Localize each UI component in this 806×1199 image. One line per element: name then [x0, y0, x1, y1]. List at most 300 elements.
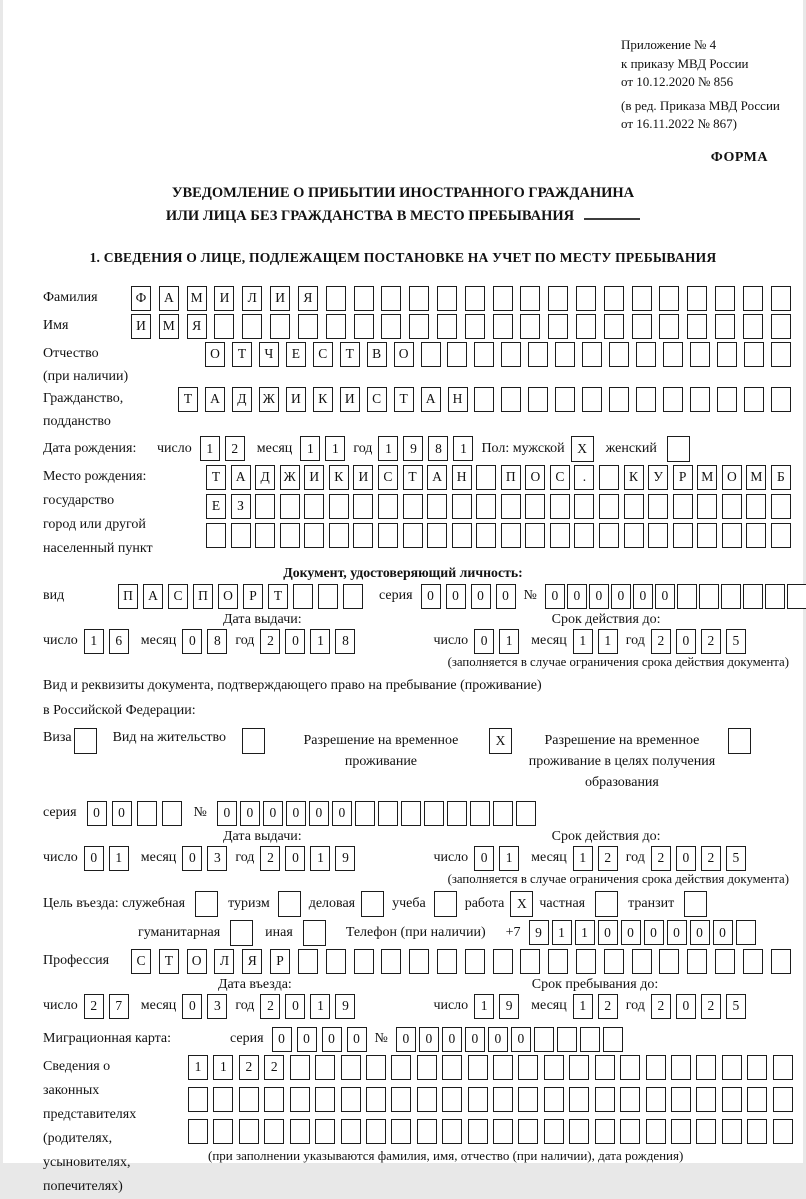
char-cell[interactable]: 0 — [567, 584, 587, 609]
char-cell[interactable]: 9 — [403, 436, 423, 461]
char-cell[interactable] — [417, 1055, 437, 1080]
char-cell[interactable]: 1 — [109, 846, 129, 871]
residence-permit-checkbox[interactable] — [242, 728, 265, 754]
char-cell[interactable]: 1 — [499, 846, 519, 871]
char-cell[interactable] — [528, 342, 548, 367]
char-cell[interactable] — [381, 949, 401, 974]
char-cell[interactable] — [544, 1119, 564, 1144]
char-cell[interactable] — [468, 1087, 488, 1112]
char-cell[interactable]: 1 — [552, 920, 572, 945]
char-cell[interactable]: 0 — [87, 801, 107, 826]
char-cell[interactable]: 9 — [499, 994, 519, 1019]
char-cell[interactable]: И — [214, 286, 234, 311]
char-cell[interactable] — [715, 949, 735, 974]
char-cell[interactable]: 0 — [182, 994, 202, 1019]
char-cell[interactable] — [493, 1119, 513, 1144]
char-cell[interactable] — [290, 1055, 310, 1080]
char-cell[interactable] — [239, 1119, 259, 1144]
char-cell[interactable] — [603, 1027, 623, 1052]
char-cell[interactable] — [391, 1087, 411, 1112]
char-cell[interactable] — [557, 1027, 577, 1052]
char-cell[interactable] — [624, 523, 644, 548]
char-cell[interactable] — [609, 387, 629, 412]
char-cell[interactable] — [493, 801, 513, 826]
char-cell[interactable] — [409, 286, 429, 311]
char-cell[interactable] — [442, 1087, 462, 1112]
char-cell[interactable] — [659, 286, 679, 311]
char-cell[interactable]: 2 — [651, 846, 671, 871]
char-cell[interactable]: Б — [771, 465, 791, 490]
char-cell[interactable] — [736, 920, 756, 945]
char-cell[interactable] — [715, 286, 735, 311]
char-cell[interactable] — [298, 949, 318, 974]
char-cell[interactable]: С — [131, 949, 151, 974]
char-cell[interactable]: 8 — [428, 436, 448, 461]
char-cell[interactable]: К — [329, 465, 349, 490]
char-cell[interactable] — [599, 494, 619, 519]
char-cell[interactable] — [493, 1055, 513, 1080]
char-cell[interactable]: Е — [206, 494, 226, 519]
char-cell[interactable]: Я — [242, 949, 262, 974]
char-cell[interactable]: 0 — [621, 920, 641, 945]
char-cell[interactable]: И — [304, 465, 324, 490]
char-cell[interactable] — [624, 494, 644, 519]
char-cell[interactable] — [722, 1055, 742, 1080]
char-cell[interactable]: Р — [673, 465, 693, 490]
char-cell[interactable]: 0 — [496, 584, 516, 609]
char-cell[interactable]: И — [286, 387, 306, 412]
char-cell[interactable] — [329, 494, 349, 519]
char-cell[interactable]: Т — [178, 387, 198, 412]
char-cell[interactable] — [437, 286, 457, 311]
char-cell[interactable]: Н — [448, 387, 468, 412]
char-cell[interactable] — [341, 1119, 361, 1144]
char-cell[interactable] — [378, 523, 398, 548]
char-cell[interactable] — [595, 1087, 615, 1112]
char-cell[interactable]: Ж — [259, 387, 279, 412]
char-cell[interactable]: 2 — [239, 1055, 259, 1080]
char-cell[interactable]: 1 — [378, 436, 398, 461]
char-cell[interactable] — [620, 1087, 640, 1112]
char-cell[interactable] — [773, 1087, 793, 1112]
char-cell[interactable]: Я — [187, 314, 207, 339]
char-cell[interactable]: 2 — [260, 846, 280, 871]
char-cell[interactable]: 9 — [529, 920, 549, 945]
char-cell[interactable] — [501, 342, 521, 367]
char-cell[interactable] — [544, 1087, 564, 1112]
char-cell[interactable] — [646, 1119, 666, 1144]
char-cell[interactable] — [525, 523, 545, 548]
char-cell[interactable]: 0 — [598, 920, 618, 945]
char-cell[interactable]: С — [550, 465, 570, 490]
char-cell[interactable] — [304, 494, 324, 519]
char-cell[interactable]: 1 — [300, 436, 320, 461]
char-cell[interactable] — [525, 494, 545, 519]
char-cell[interactable] — [599, 523, 619, 548]
char-cell[interactable] — [663, 387, 683, 412]
char-cell[interactable] — [162, 801, 182, 826]
char-cell[interactable] — [421, 342, 441, 367]
char-cell[interactable] — [715, 314, 735, 339]
char-cell[interactable] — [354, 286, 374, 311]
char-cell[interactable]: 7 — [109, 994, 129, 1019]
char-cell[interactable] — [690, 387, 710, 412]
char-cell[interactable] — [671, 1087, 691, 1112]
char-cell[interactable] — [280, 523, 300, 548]
char-cell[interactable] — [391, 1055, 411, 1080]
char-cell[interactable] — [353, 523, 373, 548]
char-cell[interactable] — [548, 286, 568, 311]
char-cell[interactable] — [620, 1055, 640, 1080]
char-cell[interactable]: М — [159, 314, 179, 339]
char-cell[interactable]: 0 — [446, 584, 466, 609]
char-cell[interactable] — [632, 949, 652, 974]
visa-checkbox[interactable] — [74, 728, 97, 754]
char-cell[interactable]: 2 — [651, 994, 671, 1019]
char-cell[interactable] — [452, 523, 472, 548]
char-cell[interactable]: 0 — [419, 1027, 439, 1052]
char-cell[interactable]: 2 — [260, 994, 280, 1019]
char-cell[interactable] — [743, 584, 763, 609]
char-cell[interactable] — [137, 801, 157, 826]
char-cell[interactable] — [290, 1087, 310, 1112]
char-cell[interactable] — [771, 523, 791, 548]
char-cell[interactable] — [646, 1087, 666, 1112]
char-cell[interactable]: 0 — [442, 1027, 462, 1052]
char-cell[interactable]: 0 — [263, 801, 283, 826]
char-cell[interactable]: К — [313, 387, 333, 412]
char-cell[interactable] — [437, 314, 457, 339]
char-cell[interactable] — [632, 286, 652, 311]
char-cell[interactable] — [690, 342, 710, 367]
char-cell[interactable] — [550, 523, 570, 548]
char-cell[interactable]: 0 — [332, 801, 352, 826]
char-cell[interactable] — [659, 949, 679, 974]
char-cell[interactable]: 0 — [611, 584, 631, 609]
char-cell[interactable]: 9 — [335, 994, 355, 1019]
char-cell[interactable] — [476, 465, 496, 490]
char-cell[interactable] — [447, 342, 467, 367]
char-cell[interactable] — [604, 286, 624, 311]
char-cell[interactable] — [696, 1119, 716, 1144]
char-cell[interactable] — [417, 1087, 437, 1112]
char-cell[interactable]: Т — [206, 465, 226, 490]
char-cell[interactable] — [409, 314, 429, 339]
char-cell[interactable] — [354, 949, 374, 974]
char-cell[interactable] — [771, 387, 791, 412]
char-cell[interactable]: 0 — [713, 920, 733, 945]
char-cell[interactable] — [722, 1087, 742, 1112]
char-cell[interactable] — [582, 342, 602, 367]
char-cell[interactable] — [534, 1027, 554, 1052]
char-cell[interactable]: 0 — [272, 1027, 292, 1052]
char-cell[interactable]: Т — [403, 465, 423, 490]
char-cell[interactable] — [576, 949, 596, 974]
char-cell[interactable] — [403, 494, 423, 519]
char-cell[interactable] — [569, 1119, 589, 1144]
char-cell[interactable] — [746, 523, 766, 548]
char-cell[interactable]: 1 — [325, 436, 345, 461]
purpose-work-checkbox[interactable]: X — [510, 891, 533, 917]
char-cell[interactable] — [746, 494, 766, 519]
char-cell[interactable] — [326, 949, 346, 974]
char-cell[interactable] — [270, 314, 290, 339]
char-cell[interactable] — [747, 1119, 767, 1144]
char-cell[interactable] — [569, 1087, 589, 1112]
char-cell[interactable] — [648, 494, 668, 519]
char-cell[interactable]: 1 — [575, 920, 595, 945]
char-cell[interactable]: 2 — [701, 629, 721, 654]
char-cell[interactable]: 1 — [499, 629, 519, 654]
char-cell[interactable]: М — [187, 286, 207, 311]
char-cell[interactable]: И — [270, 286, 290, 311]
char-cell[interactable]: 0 — [112, 801, 132, 826]
purpose-private-checkbox[interactable] — [595, 891, 618, 917]
char-cell[interactable] — [721, 584, 741, 609]
char-cell[interactable] — [648, 523, 668, 548]
char-cell[interactable] — [765, 584, 785, 609]
char-cell[interactable] — [501, 494, 521, 519]
char-cell[interactable] — [213, 1087, 233, 1112]
char-cell[interactable] — [465, 286, 485, 311]
char-cell[interactable] — [255, 494, 275, 519]
char-cell[interactable]: 1 — [573, 994, 593, 1019]
char-cell[interactable] — [574, 523, 594, 548]
char-cell[interactable] — [747, 1055, 767, 1080]
char-cell[interactable]: С — [168, 584, 188, 609]
char-cell[interactable]: 0 — [285, 994, 305, 1019]
char-cell[interactable]: 2 — [264, 1055, 284, 1080]
char-cell[interactable]: 0 — [421, 584, 441, 609]
char-cell[interactable] — [696, 1087, 716, 1112]
char-cell[interactable] — [555, 342, 575, 367]
char-cell[interactable]: Я — [298, 286, 318, 311]
char-cell[interactable]: 0 — [676, 846, 696, 871]
char-cell[interactable]: 0 — [471, 584, 491, 609]
char-cell[interactable] — [470, 801, 490, 826]
char-cell[interactable]: 5 — [726, 629, 746, 654]
char-cell[interactable]: 0 — [322, 1027, 342, 1052]
char-cell[interactable] — [743, 949, 763, 974]
char-cell[interactable] — [214, 314, 234, 339]
char-cell[interactable] — [468, 1055, 488, 1080]
char-cell[interactable]: Ч — [259, 342, 279, 367]
char-cell[interactable]: 0 — [676, 994, 696, 1019]
char-cell[interactable] — [442, 1055, 462, 1080]
char-cell[interactable]: 8 — [207, 629, 227, 654]
char-cell[interactable]: 5 — [726, 846, 746, 871]
char-cell[interactable] — [787, 584, 806, 609]
char-cell[interactable]: 0 — [309, 801, 329, 826]
char-cell[interactable] — [544, 1055, 564, 1080]
char-cell[interactable] — [697, 494, 717, 519]
char-cell[interactable]: 2 — [225, 436, 245, 461]
char-cell[interactable] — [574, 494, 594, 519]
char-cell[interactable] — [409, 949, 429, 974]
char-cell[interactable]: Т — [340, 342, 360, 367]
char-cell[interactable]: 0 — [396, 1027, 416, 1052]
char-cell[interactable] — [493, 286, 513, 311]
char-cell[interactable]: П — [118, 584, 138, 609]
char-cell[interactable] — [548, 949, 568, 974]
char-cell[interactable] — [609, 342, 629, 367]
char-cell[interactable]: Д — [232, 387, 252, 412]
char-cell[interactable]: О — [218, 584, 238, 609]
char-cell[interactable] — [582, 387, 602, 412]
char-cell[interactable]: 0 — [285, 846, 305, 871]
char-cell[interactable]: 0 — [644, 920, 664, 945]
char-cell[interactable]: 0 — [589, 584, 609, 609]
char-cell[interactable]: 9 — [335, 846, 355, 871]
char-cell[interactable]: 0 — [297, 1027, 317, 1052]
char-cell[interactable] — [417, 1119, 437, 1144]
char-cell[interactable]: М — [697, 465, 717, 490]
char-cell[interactable] — [673, 523, 693, 548]
char-cell[interactable]: П — [501, 465, 521, 490]
char-cell[interactable] — [697, 523, 717, 548]
purpose-humanitarian-checkbox[interactable] — [230, 920, 253, 946]
char-cell[interactable] — [620, 1119, 640, 1144]
char-cell[interactable]: 3 — [207, 846, 227, 871]
char-cell[interactable]: Р — [270, 949, 290, 974]
purpose-transit-checkbox[interactable] — [684, 891, 707, 917]
char-cell[interactable] — [520, 949, 540, 974]
char-cell[interactable] — [580, 1027, 600, 1052]
char-cell[interactable]: 0 — [347, 1027, 367, 1052]
char-cell[interactable]: 2 — [84, 994, 104, 1019]
char-cell[interactable]: С — [378, 465, 398, 490]
char-cell[interactable]: 1 — [453, 436, 473, 461]
char-cell[interactable] — [465, 314, 485, 339]
char-cell[interactable] — [293, 584, 313, 609]
char-cell[interactable]: 0 — [465, 1027, 485, 1052]
char-cell[interactable]: 0 — [474, 629, 494, 654]
char-cell[interactable] — [550, 494, 570, 519]
char-cell[interactable]: А — [427, 465, 447, 490]
char-cell[interactable] — [424, 801, 444, 826]
char-cell[interactable] — [717, 342, 737, 367]
char-cell[interactable]: 1 — [200, 436, 220, 461]
char-cell[interactable] — [501, 387, 521, 412]
char-cell[interactable] — [366, 1119, 386, 1144]
char-cell[interactable] — [636, 387, 656, 412]
char-cell[interactable] — [493, 314, 513, 339]
char-cell[interactable] — [378, 801, 398, 826]
char-cell[interactable] — [366, 1087, 386, 1112]
char-cell[interactable] — [569, 1055, 589, 1080]
char-cell[interactable] — [646, 1055, 666, 1080]
char-cell[interactable]: 1 — [474, 994, 494, 1019]
temp-residence-checkbox[interactable]: X — [489, 728, 512, 754]
char-cell[interactable]: У — [648, 465, 668, 490]
char-cell[interactable]: 0 — [511, 1027, 531, 1052]
char-cell[interactable] — [366, 1055, 386, 1080]
char-cell[interactable] — [773, 1055, 793, 1080]
char-cell[interactable] — [595, 1119, 615, 1144]
char-cell[interactable]: 8 — [335, 629, 355, 654]
char-cell[interactable]: 3 — [207, 994, 227, 1019]
char-cell[interactable] — [518, 1119, 538, 1144]
char-cell[interactable] — [516, 801, 536, 826]
char-cell[interactable] — [771, 949, 791, 974]
char-cell[interactable]: С — [367, 387, 387, 412]
char-cell[interactable]: 5 — [726, 994, 746, 1019]
char-cell[interactable] — [329, 523, 349, 548]
char-cell[interactable] — [673, 494, 693, 519]
char-cell[interactable]: 0 — [667, 920, 687, 945]
char-cell[interactable] — [743, 286, 763, 311]
char-cell[interactable] — [447, 801, 467, 826]
char-cell[interactable] — [687, 949, 707, 974]
char-cell[interactable]: 2 — [260, 629, 280, 654]
char-cell[interactable] — [474, 387, 494, 412]
char-cell[interactable] — [604, 949, 624, 974]
char-cell[interactable] — [528, 387, 548, 412]
purpose-other-checkbox[interactable] — [303, 920, 326, 946]
char-cell[interactable]: 0 — [690, 920, 710, 945]
char-cell[interactable] — [442, 1119, 462, 1144]
char-cell[interactable] — [722, 494, 742, 519]
char-cell[interactable]: З — [231, 494, 251, 519]
char-cell[interactable]: О — [205, 342, 225, 367]
char-cell[interactable]: О — [722, 465, 742, 490]
purpose-study-checkbox[interactable] — [434, 891, 457, 917]
char-cell[interactable] — [391, 1119, 411, 1144]
char-cell[interactable] — [771, 314, 791, 339]
char-cell[interactable] — [493, 1087, 513, 1112]
char-cell[interactable] — [671, 1119, 691, 1144]
char-cell[interactable] — [381, 314, 401, 339]
char-cell[interactable] — [744, 387, 764, 412]
char-cell[interactable] — [353, 494, 373, 519]
char-cell[interactable]: 6 — [109, 629, 129, 654]
char-cell[interactable]: 2 — [598, 846, 618, 871]
char-cell[interactable]: 0 — [633, 584, 653, 609]
purpose-official-checkbox[interactable] — [195, 891, 218, 917]
char-cell[interactable] — [659, 314, 679, 339]
char-cell[interactable] — [548, 314, 568, 339]
temp-residence-edu-checkbox[interactable] — [728, 728, 751, 754]
char-cell[interactable] — [663, 342, 683, 367]
char-cell[interactable]: В — [367, 342, 387, 367]
char-cell[interactable] — [743, 314, 763, 339]
char-cell[interactable] — [468, 1119, 488, 1144]
char-cell[interactable] — [427, 494, 447, 519]
char-cell[interactable]: И — [340, 387, 360, 412]
char-cell[interactable] — [315, 1119, 335, 1144]
char-cell[interactable] — [771, 342, 791, 367]
char-cell[interactable] — [304, 523, 324, 548]
char-cell[interactable]: 1 — [310, 629, 330, 654]
char-cell[interactable]: 1 — [573, 629, 593, 654]
char-cell[interactable] — [722, 523, 742, 548]
char-cell[interactable] — [188, 1119, 208, 1144]
char-cell[interactable] — [343, 584, 363, 609]
char-cell[interactable] — [771, 286, 791, 311]
char-cell[interactable]: 0 — [84, 846, 104, 871]
char-cell[interactable] — [696, 1055, 716, 1080]
char-cell[interactable] — [576, 314, 596, 339]
char-cell[interactable]: 1 — [310, 846, 330, 871]
char-cell[interactable]: . — [574, 465, 594, 490]
char-cell[interactable] — [501, 523, 521, 548]
char-cell[interactable]: О — [525, 465, 545, 490]
char-cell[interactable]: 1 — [598, 629, 618, 654]
char-cell[interactable]: 2 — [701, 846, 721, 871]
char-cell[interactable]: А — [205, 387, 225, 412]
purpose-tourism-checkbox[interactable] — [278, 891, 301, 917]
char-cell[interactable] — [595, 1055, 615, 1080]
